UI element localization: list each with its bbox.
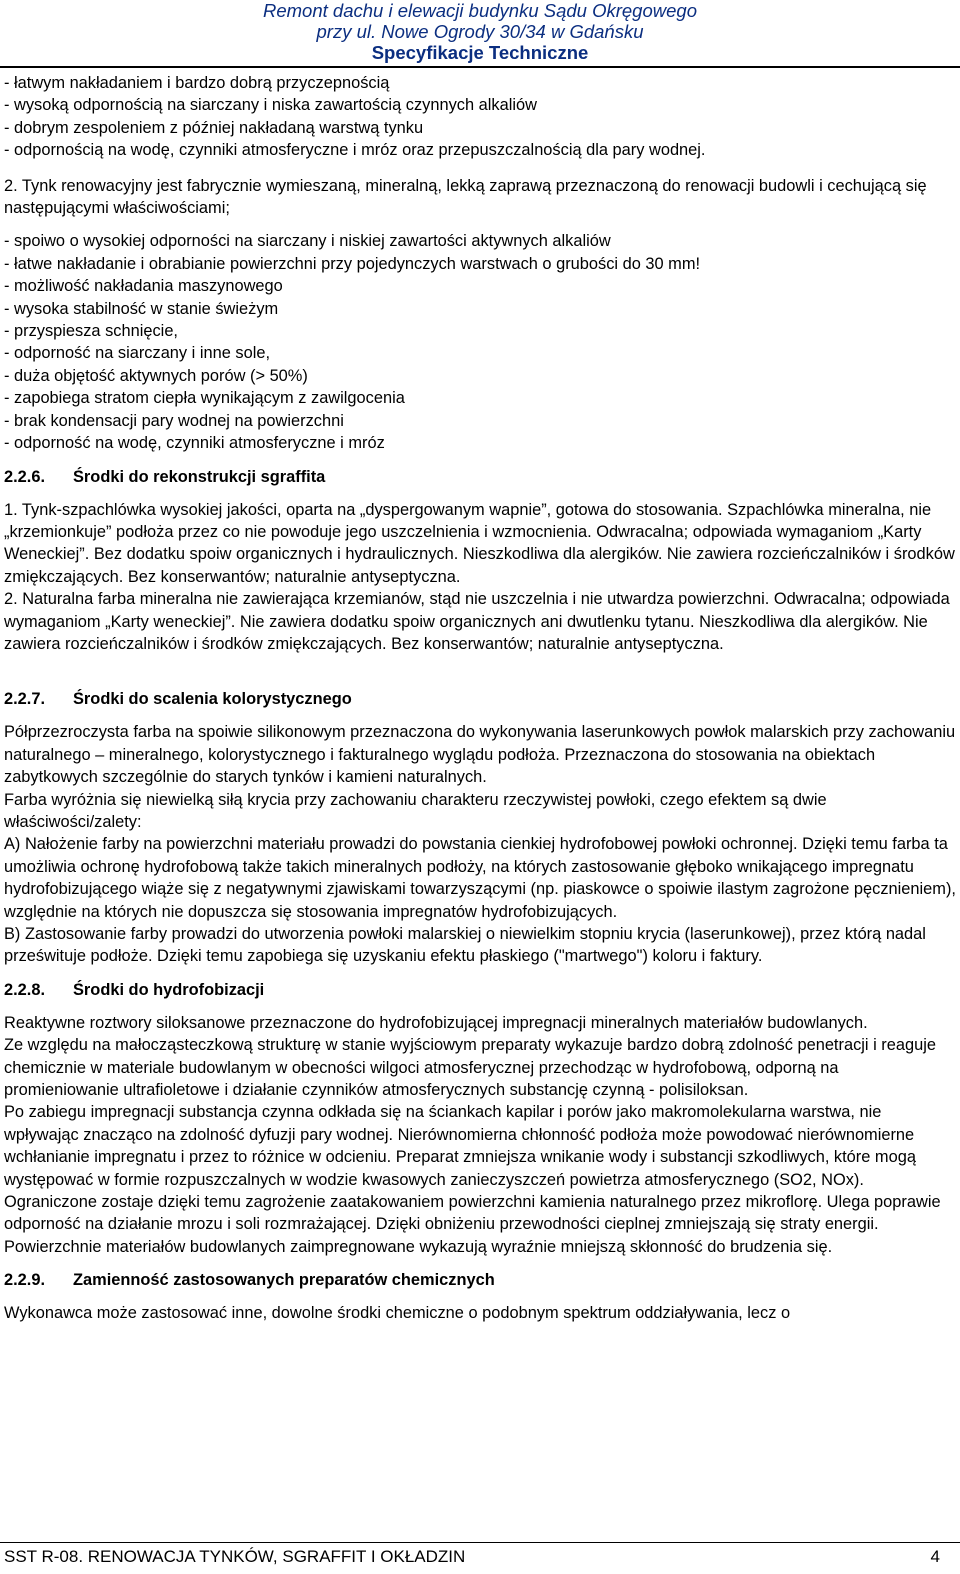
header-project-title: Remont dachu i elewacji budynku Sądu Okręgowego [263, 0, 697, 21]
list-item: - wysoka stabilność w stanie świeżym [4, 299, 279, 318]
list-item: - odporność na wodę, czynniki atmosferyczne i mróz [4, 434, 385, 453]
section-heading-2-2-7 [4, 688, 956, 710]
renovation-plaster-paragraph: 2. Tynk renowacyjny jest fabrycznie wymieszaną, mineralną, lekką zaprawą przeznaczoną do renowacji budowli i cechującą się następującymi właściwościami; [4, 176, 927, 218]
list-item: - zapobiega stratom ciepła wynikającym z zawilgocenia [4, 389, 405, 408]
document-body [4, 72, 956, 1325]
renovation-plaster-properties-list [4, 230, 956, 454]
list-item: - dobrym zespoleniem z później nakładaną warstwą tynku [4, 118, 424, 137]
list-item: - wysoką odpornością na siarczany i niska zawartością czynnych alkaliów [4, 96, 537, 115]
intro-bullet-list [4, 72, 956, 162]
hydrophobic-paragraph-3: Po zabiegu impregnacji substancja czynna odkłada się na ściankach kapilar i porów jako makromolekularna warstwa, nie wpływając znacząco na zdolność dyfuzji pary wodnej. Nierównomierna chłonność podłoża może powodować nierównomierne wchłanianie impregnatu i przez to różnice w odcieniu. Preparat zmniejsza wnikanie wody i substancji szkodliwych, które mogą występować w formie rozpuszczalnych w wodzie kwasowych zanieczyszczeń powietrza atmosferycznego (SO2, NOx). Ograniczone zostaje dzięki temu zagrożenie zaatakowaniem powierzchni kamienia naturalnego przez mikroflorę. Ulega poprawie odporność na działanie mrozu i soli rozmrażającej. Dzięki obniżeniu przewodności cieplnej zmniejszają się straty energii. Powierzchnie materiałów budowlanych zaimpregnowane wykazują wyraźnie mniejszą skłonność do brudzenia się. [4, 1103, 941, 1256]
list-item: - łatwe nakładanie i obrabianie powierzchni przy pojedynczych warstwach o grubości do 30 mm! [4, 254, 701, 273]
list-item: - duża objętość aktywnych porów (> 50%) [4, 366, 308, 385]
section-title: Zamienność zastosowanych preparatów chemicznych [73, 1271, 495, 1290]
section-heading-2-2-9 [4, 1269, 956, 1291]
section-title: Środki do hydrofobizacji [73, 980, 265, 999]
section-number: 2.2.6. [4, 467, 46, 486]
section-heading-2-2-8 [4, 979, 956, 1001]
colour-paragraph-3: A) Nałożenie farby na powierzchni materiału prowadzi do powstania cienkiej hydrofobowej powłoki ochronnej. Dzięki temu farba ta umożliwia ochronę hydrofobową także takich mineralnych podłoży, na których zastosowanie głęboko wnikającego impregnatu hydrofobizującego wiąże się z negatywnymi zjawiskami towarzyszącymi (np. piaskowce o spoiwie ilastym zagrożone pęcznieniem), względnie na których nie dopuszcza się stosowania impregnatów hydrofobizujących. [4, 835, 956, 921]
sgraffito-paragraph-1: 1. Tynk-szpachlówka wysokiej jakości, oparta na „dyspergowanym wapnie”, gotowa do stosowania. Szpachlówka mineralna, nie „krzemionkuje” podłoża przez co nie powoduje jego uszczelnienia i wzmocnienia. Odwracalna; odpowiada wymaganiom „Karty Weneckiej”. Bez dodatku spoiw organicznych i hydraulicznych. Nieszkodliwa dla alergików. Nie zawiera rozcieńczalników i środków zmiękczających. Bez konserwantów; naturalnie antyseptyczna. [4, 500, 955, 586]
hydrophobic-paragraph-2: Ze względu na małocząsteczkową strukturę w stanie wyjściowym preparaty wykazuje bardzo dobrą zdolność penetracji i reaguje chemicznie w materiale budowlanym w obecności wilgoci atmosferycznej przechodząc w hydrofobową, odporną na promieniowanie ultrafioletowe i działanie czynników atmosferycznych substancję czynną - polisiloksan. [4, 1036, 936, 1100]
colour-paragraph-1: Półprzezroczysta farba na spoiwie silikonowym przeznaczona do wykonywania laserunkowych powłok malarskich przy zachowaniu naturalnego – mineralnego, kolorystycznego i fakturalnego wyglądu podłoża. Przeznaczona do stosowania na obiektach zabytkowych szczególnie do starych tynków i kamieni naturalnych. [4, 723, 956, 787]
hydrophobic-paragraph-1: Reaktywne roztwory siloksanowe przeznaczone do hydrofobizującej impregnacji mineralnych materiałów budowlanych. [4, 1013, 868, 1032]
section-number: 2.2.8. [4, 980, 46, 999]
section-title: Środki do rekonstrukcji sgraffita [73, 467, 326, 486]
section-number: 2.2.9. [4, 1271, 46, 1290]
list-item: - odpornością na wodę, czynniki atmosferyczne i mróz oraz przepuszczalnością dla pary wodnej. [4, 141, 706, 160]
footer-document-title: SST R-08. RENOWACJA TYNKÓW, SGRAFFIT I OKŁADZIN [4, 1547, 466, 1566]
substitution-paragraph: Wykonawca może zastosować inne, dowolne środki chemiczne o podobnym spektrum oddziaływania, lecz o [4, 1304, 791, 1323]
colour-paragraph-2: Farba wyróżnia się niewielką siłą krycia przy zachowaniu charakteru rzeczywistej powłoki, czego efektem są dwie właściwości/zalety: [4, 790, 827, 831]
colour-paragraph-4: B) Zastosowanie farby prowadzi do utworzenia powłoki malarskiej o niewielkim stopniu krycia (laserunkowej), przez którą nadal prześwituje podłoże. Dzięki temu zapobiega się uzyskaniu efektu płaskiego ("martwego") koloru i faktury. [4, 925, 926, 966]
list-item: - przyspiesza schnięcie, [4, 322, 178, 341]
list-item: - możliwość nakładania maszynowego [4, 277, 283, 296]
footer-divider [0, 1542, 960, 1543]
section-title: Środki do scalenia kolorystycznego [73, 690, 352, 709]
list-item: - spoiwo o wysokiej odporności na siarczany i niskiej zawartości aktywnych alkaliów [4, 232, 611, 251]
page-number: 4 [930, 1547, 940, 1566]
header-address: przy ul. Nowe Ogrody 30/34 w Gdańsku [316, 21, 644, 42]
list-item: - odporność na siarczany i inne sole, [4, 344, 271, 363]
list-item: - brak kondensacji pary wodnej na powierzchni [4, 411, 344, 430]
header-divider [0, 66, 960, 68]
list-item: - łatwym nakładaniem i bardzo dobrą przyczepnością [4, 74, 390, 92]
section-heading-2-2-6 [4, 466, 956, 488]
sgraffito-paragraph-2: 2. Naturalna farba mineralna nie zawierająca krzemianów, stąd nie uszczelnia i nie utwardza powierzchni. Odwracalna; odpowiada wymaganiom „Karty weneckiej”. Nie zawiera dodatku spoiw organicznych ani dwutlenku tytanu. Nieszkodliwa dla alergików. Nie zawiera rozcieńczalników i środków zmiękczających. Bez konserwantów; naturalnie antyseptyczna. [4, 590, 950, 653]
section-number: 2.2.7. [4, 690, 46, 709]
header-doc-type: Specyfikacje Techniczne [371, 42, 589, 63]
page-header [0, 0, 960, 66]
